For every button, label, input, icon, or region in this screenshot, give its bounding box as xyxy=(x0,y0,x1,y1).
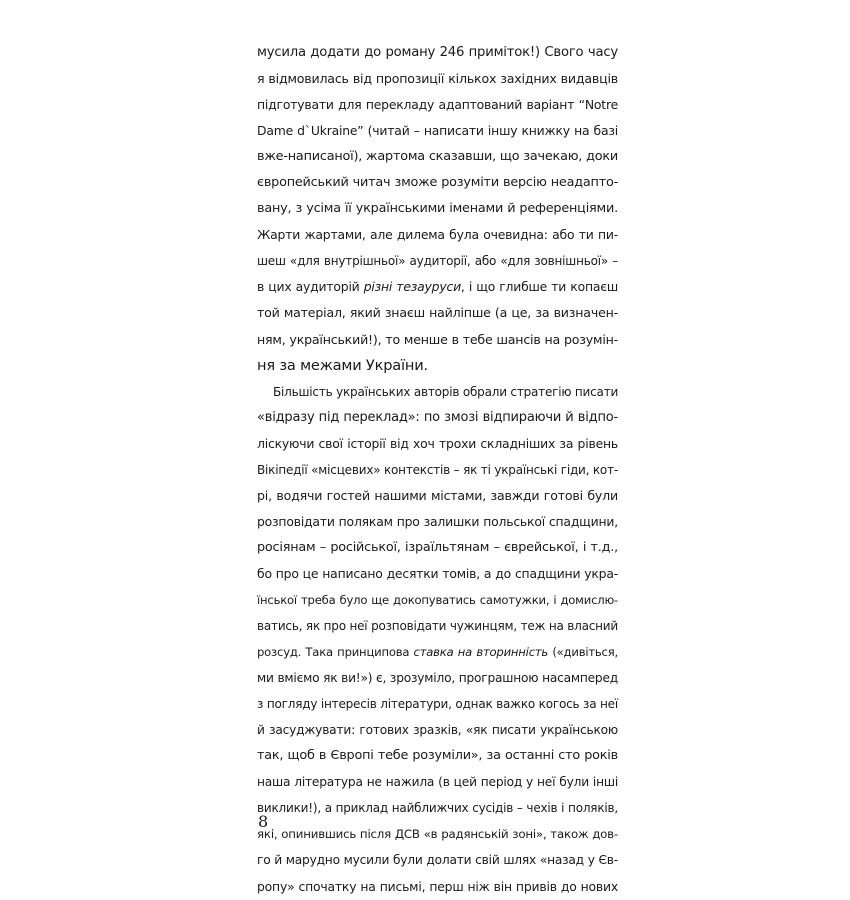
text-line: мусила додати до роману 246 приміток!) Свого часу xyxy=(257,45,618,60)
text-line: Жарти жартами, але дилема була очевидна: або ти пи- xyxy=(257,227,618,243)
text-line: росіянам – російської, ізраїльтянам – єврейської, і т.д., xyxy=(257,539,618,555)
text-line: так, щоб в Європі тебе розуміли», за останні сто років xyxy=(257,748,618,764)
text-line: «відразу під переклад»: по змозі відпираючи й відпо- xyxy=(257,409,618,425)
text-line: в цих аудиторій різні тезауруси, і що глибше ти копаєш xyxy=(257,279,618,295)
text-line: розповідати полякам про залишки польської спадщини, xyxy=(257,513,618,529)
text-line: ми вміємо як ви!») є, зрозуміло, програшною насамперед xyxy=(257,671,618,686)
text-line: наша література не нажила (в цей період у неї були інші xyxy=(257,775,618,790)
text-line: й засуджувати: готових зразків, «як писати українською xyxy=(257,723,618,738)
text-line: лiскуючи свої історії від хоч трохи складніших за рівень xyxy=(257,435,618,451)
text-line: розсуд. Така принципова ставка на вторинність («дивіться, xyxy=(257,645,618,660)
body-text xyxy=(257,40,618,900)
text-line: го й марудно мусили були долати свій шлях «назад у Єв- xyxy=(257,853,618,868)
text-line: шеш «для внутрішньої» аудиторії, або «для зовнішньої» – xyxy=(257,254,618,269)
text-line: Більшість українських авторів обрали стратегію писати xyxy=(273,384,619,399)
italic-phrase: ставка на вторинність xyxy=(413,645,549,660)
text-line: ням, український!), то менше в тебе шансів на розумін- xyxy=(257,331,618,347)
text-line: Dame d`Ukraine” (читай – написати іншу книжку на базі xyxy=(257,123,618,139)
text-line: я відмовилась від пропозиції кількох західних видавців xyxy=(257,71,618,87)
page-number: 8 xyxy=(258,812,269,831)
text-line: підготувати для перекладу адаптований варіант “Notre xyxy=(257,97,618,113)
text-line: ватись, як про неї розповідати чужинцям, теж на власний xyxy=(257,619,618,634)
text-line: рі, водячи гостей нашими містами, завжди готові були xyxy=(257,487,618,503)
text-line: бо про це написано десятки томів, а до спадщини укра- xyxy=(257,565,618,581)
text-line: виклики!), а приклад найближчих сусідів – чехів і поляків, xyxy=(257,801,618,816)
text-line: вже-написаної), жартома сказавши, що зачекаю, доки xyxy=(257,149,618,165)
text-line: ропу» спочатку на письмі, перш ніж він привів до нових xyxy=(257,878,618,894)
italic-phrase: різні тезауруси xyxy=(363,279,461,295)
text-line: вану, з усіма її українськими іменами й референціями. xyxy=(257,201,618,217)
text-line: Вікіпедії «місцевих» контекстів – як ті українські гіди, кот- xyxy=(257,462,618,477)
text-line: які, опинившись після ДСВ «в радянській зоні», також дов- xyxy=(257,827,618,842)
text-line: європейський читач зможе розуміти версію неадапто- xyxy=(257,175,618,191)
text-line: їнської треба було ще докопуватись самотужки, і домислю- xyxy=(257,592,618,607)
text-line: ня за межами України. xyxy=(257,356,428,374)
text-line: з погляду інтересів літератури, однак важко когось за неї xyxy=(257,697,618,712)
text-line: той матеріал, який знаєш найліпше (а це, за визначен- xyxy=(257,305,618,321)
